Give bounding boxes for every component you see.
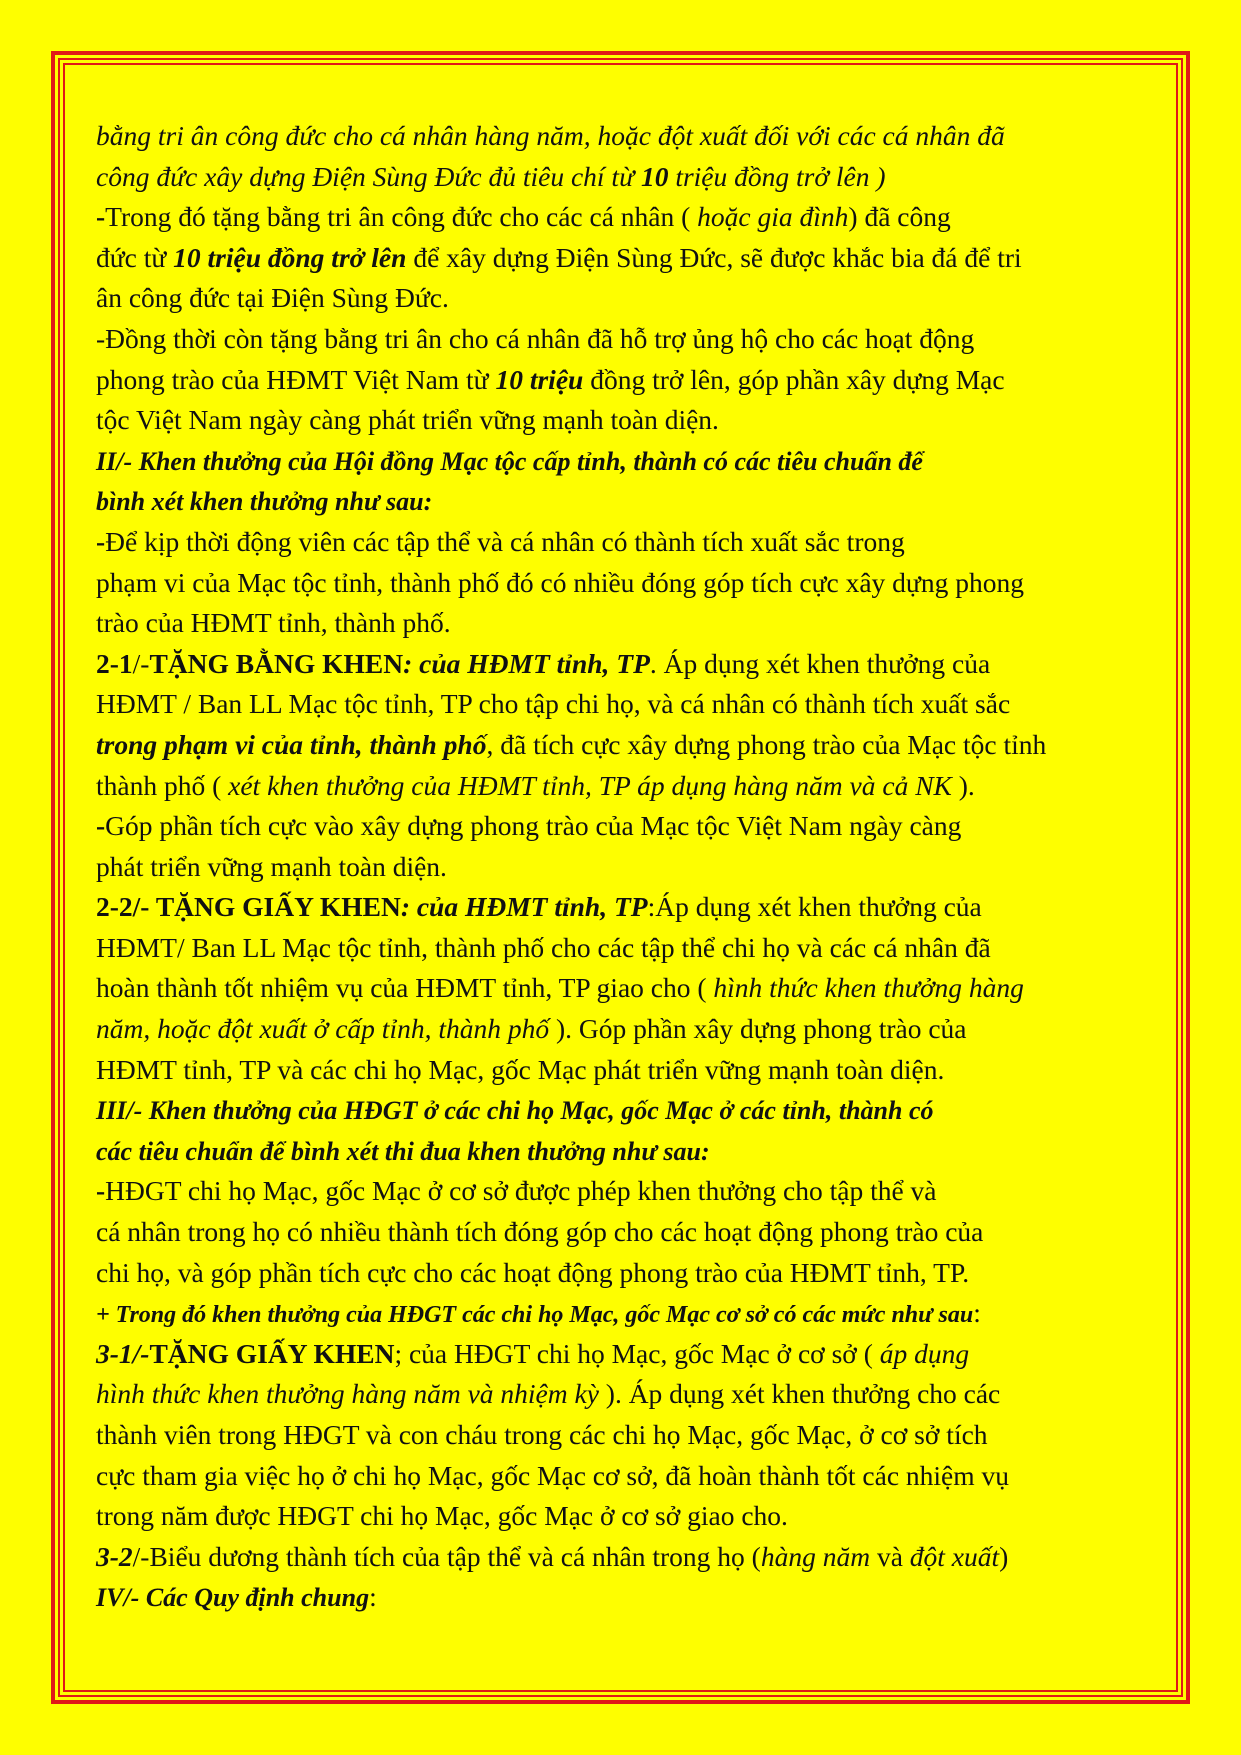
text-line [96,847,1166,888]
text-segment: HĐMT / Ban LL Mạc tộc tỉnh, TP cho tập chi họ, và cá nhân có thành tích xuất sắc [96,688,1011,720]
text-segment: tộc Việt Nam ngày càng phát triển vững mạnh toàn diện. [96,404,719,436]
text-segment: /-Biểu dương thành tích của tập thể và cá nhân trong họ ( [132,1540,761,1572]
text-segment: ). Góp phần xây dựng phong trào của [549,1013,967,1045]
text-segment: ; của HĐGT chi họ Mạc, gốc Mạc ở cơ sở ( [394,1337,880,1369]
text-line [96,400,1166,441]
text-segment: năm, hoặc đột xuất ở cấp tỉnh, thành phố [96,1013,550,1045]
text-segment: - [96,1175,106,1207]
text-segment: Để kịp thời động viên các tập thể và cá nhân có thành tích xuất sắc trong [105,525,905,557]
text-segment: các tiêu chuẩn để bình xét thi đua khen thưởng như sau: [96,1136,710,1166]
text-line [96,1212,1166,1253]
text-line [96,1496,1166,1537]
text-segment: phát triển vững mạnh toàn diện. [96,850,447,882]
text-line [96,725,1166,766]
text-segment: hàng năm [760,1540,871,1572]
text-segment: bằng tri ân công đức cho cá nhân hàng năm, hoặc đột xuất đối với các cá nhân đã [96,120,1005,151]
text-segment: xét khen thưởng của HĐMT tỉnh, TP áp dụng hàng năm và cả NK [228,769,952,801]
text-segment: TẶNG BẰNG KHEN [149,647,404,679]
text-segment: áp dụng [879,1337,970,1369]
text-line [96,1009,1166,1050]
text-segment: ) [999,1540,1009,1572]
text-segment: 10 triệu [495,363,584,395]
text-segment: để xây dựng Điện Sùng Đức, sẽ được khắc bia đá để tri [406,241,1022,273]
text-line [96,684,1166,725]
text-line [96,481,1166,522]
text-line [96,157,1166,198]
document-body [96,116,1166,1618]
text-segment: - [96,201,106,233]
text-line [96,1293,1166,1334]
text-segment: . Áp dụng xét khen thưởng của [649,647,991,679]
text-segment: đồng trở lên, góp phần xây dựng Mạc [583,363,1005,395]
text-segment: chi họ, và góp phần tích cực cho các hoạt động phong trào của HĐMT tỉnh, TP. [96,1256,970,1288]
text-segment: cá nhân trong họ có nhiều thành tích đóng góp cho các hoạt động phong trào của [96,1216,984,1248]
text-segment: IV/- Các Quy định chung [96,1583,370,1613]
text-line [96,766,1166,807]
text-segment: , đã tích cực xây dựng phong trào của Mạc tộc tỉnh [486,728,1047,760]
text-line [96,1456,1166,1497]
text-line [96,1253,1166,1294]
text-segment: 10 [640,160,669,192]
text-segment: phạm vi của Mạc tộc tỉnh, thành phố đó có nhiều đóng góp tích cực xây dựng phong [96,566,1024,598]
text-segment: ). Áp dụng xét khen thưởng cho các [598,1378,1001,1410]
text-segment: : của HĐMT tỉnh, TP [403,647,650,679]
text-line [96,1334,1166,1375]
text-segment: : của HĐMT tỉnh, TP [400,891,648,923]
text-segment: ). [951,769,975,801]
text-segment: đột xuất [909,1540,1000,1572]
text-segment: II/- Khen thưởng của Hội đồng Mạc tộc cấp tỉnh, thành có các tiêu chuẩn để [96,446,923,476]
text-line [96,116,1166,157]
text-segment: : [973,1297,981,1329]
text-line [96,928,1166,969]
text-segment: -Đồng thời còn tặng bằng tri ân cho cá nhân đã hỗ trợ ủng hộ cho các hoạt động [96,322,975,354]
text-segment: : [369,1581,377,1613]
text-segment: công đức xây dựng Điện Sùng Đức đủ tiêu chí từ [96,160,641,192]
text-line [96,197,1166,238]
text-segment: và [870,1540,910,1572]
text-segment: :Áp dụng xét khen thưởng của [647,891,982,923]
text-line [96,441,1166,482]
text-segment: /- [132,647,150,679]
text-line [96,563,1166,604]
text-segment: HĐGT chi họ Mạc, gốc Mạc ở cơ sở được phép khen thưởng cho tập thể và [105,1175,937,1207]
text-segment: ân công đức tại Điện Sùng Đức. [96,282,449,314]
text-segment: triệu đồng trở lên ) [668,160,886,192]
text-segment: 3-2 [96,1540,133,1572]
text-segment: - [96,810,106,842]
text-segment: trong phạm vi của tỉnh, thành phố [96,728,487,760]
text-segment: thành viên trong HĐGT và con cháu trong các chi họ Mạc, gốc Mạc, ở cơ sở tích [96,1419,988,1450]
text-segment: 10 triệu đồng trở lên [173,241,407,273]
text-segment: hình thức khen thưởng hàng [713,972,1024,1004]
text-line [96,278,1166,319]
text-segment: HĐMT/ Ban LL Mạc tộc tỉnh, thành phố cho các tập thể chi họ và các cá nhân đã [96,931,991,963]
text-segment: hoặc gia đình [697,201,849,233]
text-segment: trong năm được HĐGT chi họ Mạc, gốc Mạc ở cơ sở giao cho. [96,1500,788,1532]
text-segment: + Trong đó khen thưởng của HĐGT các chi họ Mạc, gốc Mạc cơ sở có các mức như sau [96,1302,974,1329]
text-segment: hình thức khen thưởng hàng năm và nhiệm kỳ [96,1378,599,1410]
text-line [96,806,1166,847]
text-line [96,1415,1166,1456]
text-line [96,238,1166,279]
text-line [96,603,1166,644]
text-line [96,968,1166,1009]
text-segment: ) đã công [848,201,951,233]
text-segment: đức từ [96,241,174,273]
text-segment: Trong đó tặng bằng tri ân công đức cho các cá nhân ( [105,201,698,233]
text-line [96,522,1166,563]
text-segment: Góp phần tích cực vào xây dựng phong trào của Mạc tộc Việt Nam ngày càng [105,810,962,842]
text-line [96,1171,1166,1212]
text-segment: III/- Khen thưởng của HĐGT ở các chi họ Mạc, gốc Mạc ở các tỉnh, thành có [96,1096,934,1126]
text-segment: HĐMT tỉnh, TP và các chi họ Mạc, gốc Mạc phát triển vững mạnh toàn diện. [96,1053,945,1085]
text-segment: TẶNG GIẤY KHEN [149,1337,395,1369]
text-segment: phong trào của HĐMT Việt Nam từ [96,363,496,395]
text-segment: - [96,525,106,557]
text-segment: 2-1 [96,647,133,679]
text-line [96,1374,1166,1415]
text-segment: 3-1/- [96,1337,150,1369]
text-line [96,319,1166,360]
text-segment: bình xét khen thưởng như sau: [96,487,433,517]
text-segment: hoàn thành tốt nhiệm vụ của HĐMT tỉnh, TP giao cho ( [96,972,714,1004]
text-segment: cực tham gia việc họ ở chi họ Mạc, gốc Mạc cơ sở, đã hoàn thành tốt các nhiệm vụ [96,1459,1010,1491]
text-segment: 2-2/- TẶNG GIẤY KHEN [96,891,401,923]
text-line [96,1131,1166,1172]
text-line [96,644,1166,685]
text-segment: thành phố ( [96,769,229,801]
text-line [96,360,1166,401]
text-line [96,1090,1166,1131]
text-segment: trào của HĐMT tỉnh, thành phố. [96,607,451,639]
text-line [96,887,1166,928]
text-line [96,1050,1166,1091]
text-line [96,1577,1166,1618]
text-line [96,1537,1166,1578]
